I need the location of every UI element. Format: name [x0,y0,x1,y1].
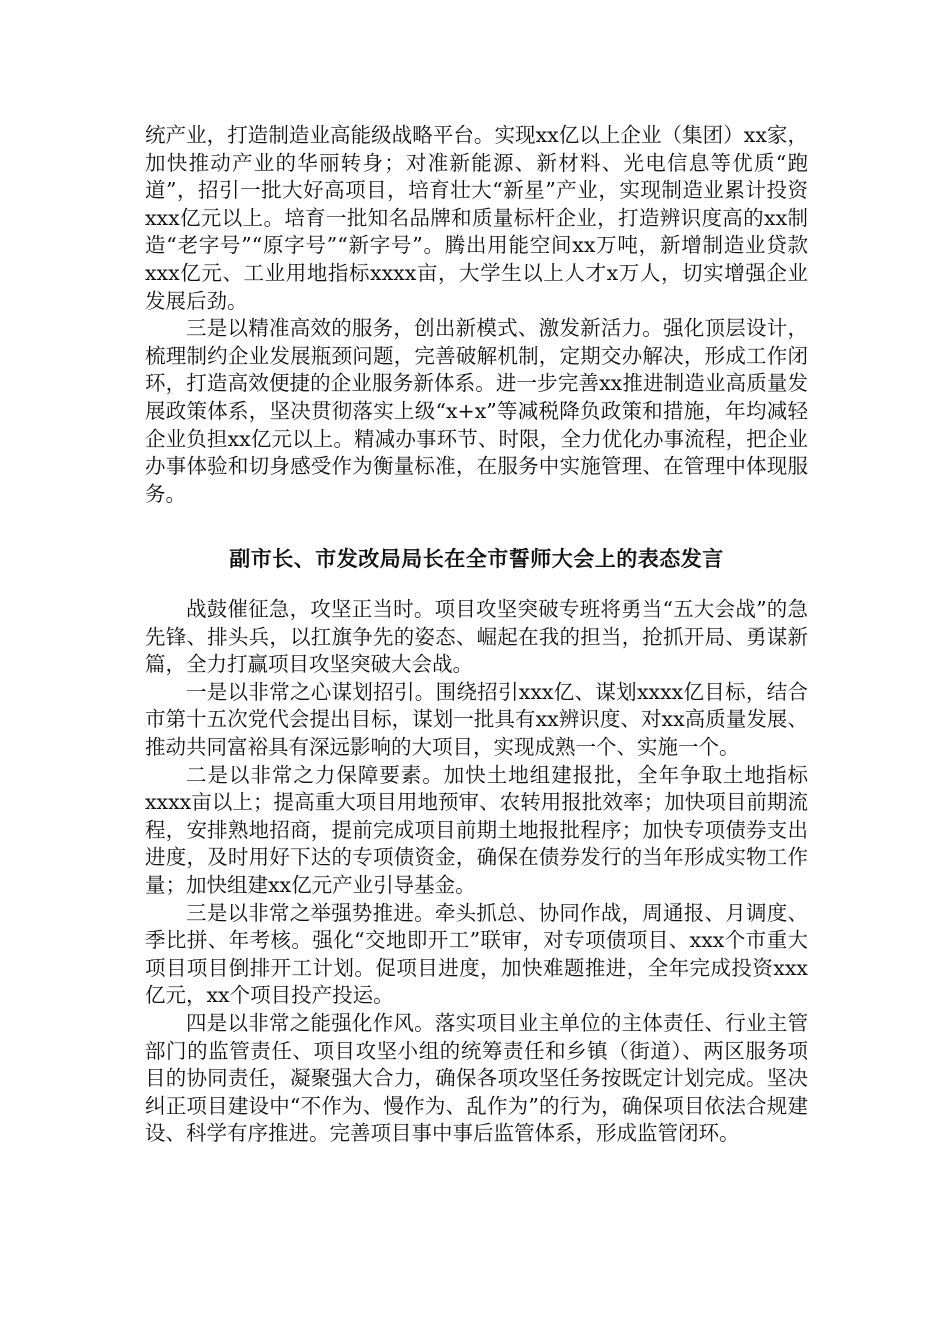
continuation-paragraph: 统产业，打造制造业高能级战略平台。实现xx亿以上企业（集团）xx家，加快推动产业的华丽转身；对准新能源、新材料、光电信息等优质“跑道”，招引一批大好高项目，培育壮大“新星”产业，实现制造业累计投资xxx亿元以上。培育一批知名品牌和质量标杆企业，打造辨识度高的xx制造“老字号”“原字号”“新字号”。腾出用能空间xx万吨，新增制造业贷款xxx亿元、工业用地指标xxxx亩，大学生以上人才x万人，切实增强企业发展后劲。 [145,123,808,313]
previous-speech-continuation [145,122,808,508]
speech-body [145,596,808,1148]
speech-title: 副市长、市发改局局长在全市誓师大会上的表态发言 [229,546,724,571]
point-three-paragraph: 三是以非常之举强势推进。牵头抓总、协同作战，周通报、月调度、季比拼、年考核。强化“交地即开工”联审，对专项债项目、xxx个市重大项目项目倒排开工计划。促项目进度，加快难题推进，全年完成投资xxx亿元，xx个项目投产投运。 [145,900,808,1008]
point-one-paragraph: 一是以非常之心谋划招引。围绕招引xxx亿、谋划xxxx亿目标，结合市第十五次党代会提出目标，谋划一批具有xx辨识度、对xx高质量发展、推动共同富裕具有深远影响的大项目，实现成熟一个、实施一个。 [145,679,808,759]
opening-paragraph: 战鼓催征急，攻坚正当时。项目攻坚突破专班将勇当“五大会战”的急先锋、排头兵，以扛旗争先的姿态、崛起在我的担当，抢抓开局、勇谋新篇，全力打赢项目攻坚突破大会战。 [145,597,808,677]
point-two-paragraph: 二是以非常之力保障要素。加快土地组建报批，全年争取土地指标xxxx亩以上；提高重大项目用地预审、农转用报批效率；加快项目前期流程，安排熟地招商，提前完成项目前期土地报批程序；加快专项债券支出进度，及时用好下达的专项债资金，确保在债券发行的当年形成实物工作量；加快组建xx亿元产业引导基金。 [145,762,808,897]
service-paragraph: 三是以精准高效的服务，创出新模式、激发新活力。强化顶层设计，梳理制约企业发展瓶颈问题，完善破解机制，定期交办解决，形成工作闭环，打造高效便捷的企业服务新体系。进一步完善xx推进制造业高质量发展政策体系，坚决贯彻落实上级“x+x”等减税降负政策和措施，年均减轻企业负担xx亿元以上。精减办事环节、时限，全力优化办事流程，把企业办事体验和切身感受作为衡量标准，在服务中实施管理、在管理中体现服务。 [145,316,808,506]
point-four-paragraph: 四是以非常之能强化作风。落实项目业主单位的主体责任、行业主管部门的监管责任、项目攻坚小组的统筹责任和乡镇（街道）、两区服务项目的协同责任，凝聚强大合力，确保各项攻坚任务按既定计划完成。坚决纠正项目建设中“不作为、慢作为、乱作为”的行为，确保项目依法合规建设、科学有序推进。完善项目事中事后监管体系，形成监管闭环。 [145,1010,808,1146]
